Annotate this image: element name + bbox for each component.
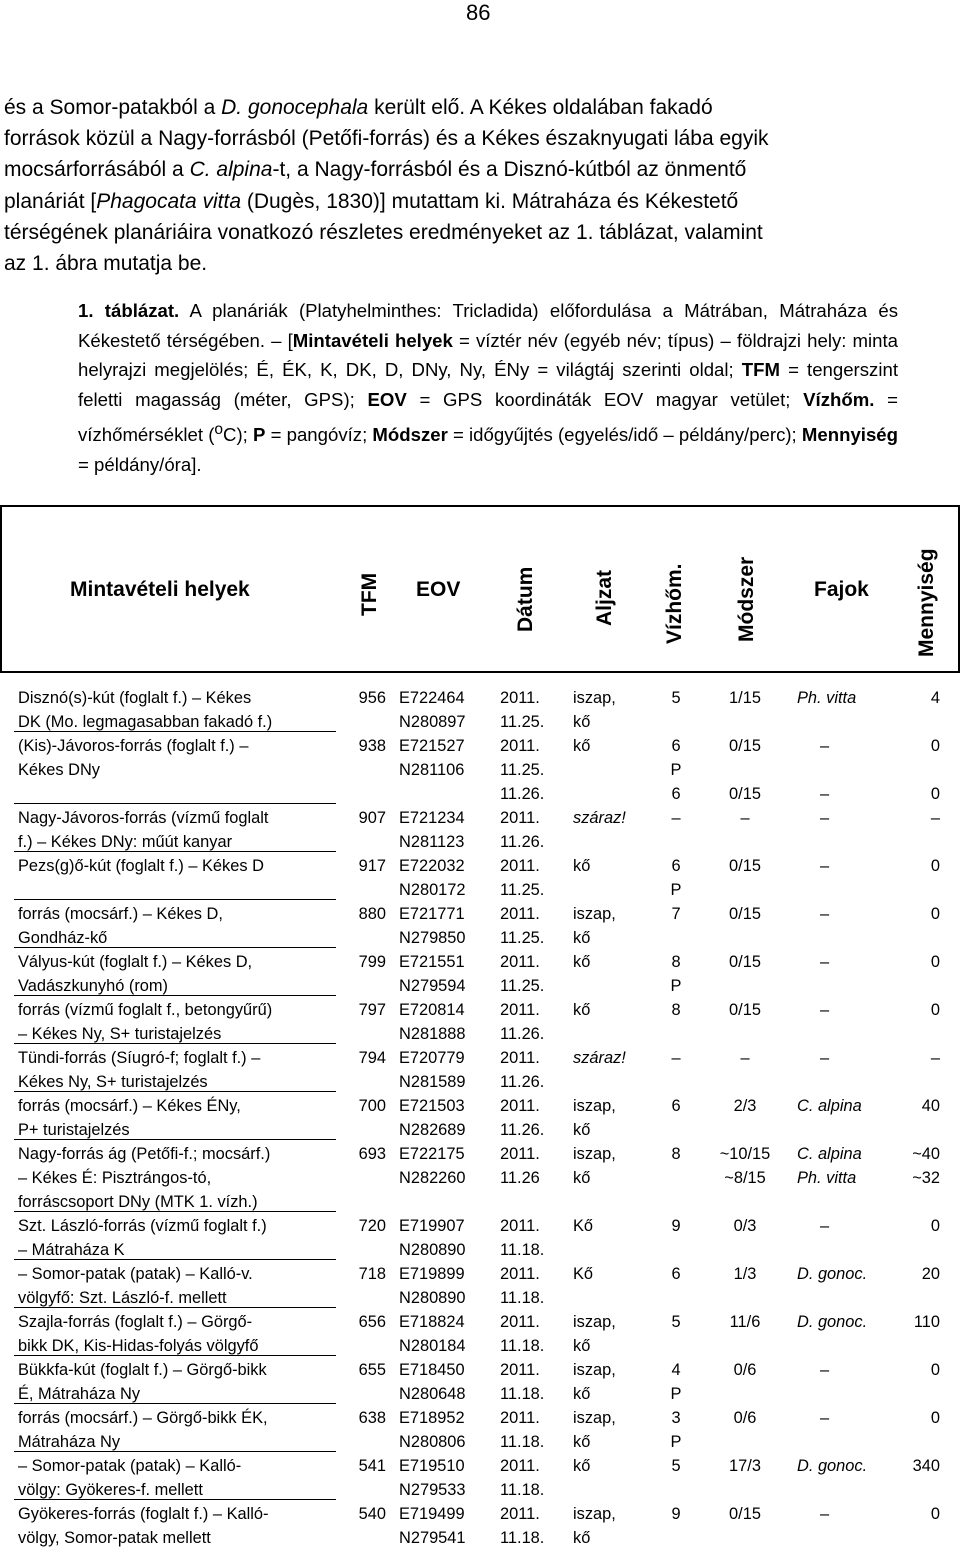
row-separator bbox=[14, 1355, 336, 1356]
place-cell: P+ turistajelzés bbox=[18, 1121, 130, 1139]
place-cell: – Mátraháza K bbox=[18, 1241, 125, 1259]
place-cell: Nagy-Jávoros-forrás (vízmű foglalt bbox=[18, 809, 269, 827]
tfm-cell: 907 bbox=[358, 809, 386, 827]
substrate-cell: iszap, bbox=[573, 1313, 616, 1331]
place-cell: Tündi-forrás (Síugró-f; foglalt f.) – bbox=[18, 1049, 261, 1067]
place-cell: f.) – Kékes DNy: műút kanyar bbox=[18, 833, 233, 851]
eov-cell: E721771 bbox=[399, 905, 465, 923]
tfm-cell: 540 bbox=[358, 1505, 386, 1523]
place-cell: völgy: Gyökeres-f. mellett bbox=[18, 1481, 203, 1499]
place-cell: völgy, Somor-patak mellett bbox=[18, 1529, 211, 1547]
temp-cell: 9 bbox=[671, 1217, 681, 1235]
header-method: Módszer bbox=[735, 556, 758, 642]
table-top-border bbox=[0, 505, 960, 507]
eov-cell: N280890 bbox=[399, 1289, 466, 1307]
date-cell: 11.25. bbox=[500, 881, 545, 899]
temp-cell: 3 bbox=[671, 1409, 681, 1427]
eov-cell: E722175 bbox=[399, 1145, 465, 1163]
eov-cell: N280172 bbox=[399, 881, 466, 899]
row-separator bbox=[14, 995, 336, 996]
substrate-cell: kő bbox=[573, 1121, 591, 1139]
method-cell: 11/6 bbox=[729, 1313, 761, 1331]
date-cell: 2011. bbox=[500, 953, 540, 971]
qty-cell: 0 bbox=[930, 857, 940, 875]
eov-cell: N281106 bbox=[399, 761, 465, 779]
place-cell: Gondház-kő bbox=[18, 929, 108, 947]
table-left-border bbox=[0, 505, 2, 673]
row-separator bbox=[14, 1451, 336, 1452]
method-cell: 0/15 bbox=[729, 1505, 761, 1523]
method-cell: 0/15 bbox=[729, 905, 761, 923]
eov-cell: E721551 bbox=[399, 953, 465, 971]
paragraph-line-3: mocsárforrásából a C. alpina-t, a Nagy-forrásból és a Disznó-kútból az önmentő bbox=[4, 158, 747, 182]
date-cell: 2011. bbox=[500, 1313, 540, 1331]
qty-cell: 4 bbox=[930, 689, 940, 707]
place-cell: Szajla-forrás (foglalt f.) – Görgő- bbox=[18, 1313, 253, 1331]
place-cell: Mátraháza Ny bbox=[18, 1433, 121, 1451]
eov-cell: N282689 bbox=[399, 1121, 466, 1139]
method-cell: 0/15 bbox=[729, 857, 761, 875]
place-cell: forrás (mocsárf.) – Kékes D, bbox=[18, 905, 223, 923]
temp-cell: P bbox=[670, 761, 682, 779]
method-cell: 0/15 bbox=[729, 953, 761, 971]
qty-cell: 0 bbox=[930, 785, 940, 803]
temp-cell: 6 bbox=[671, 857, 681, 875]
row-separator bbox=[14, 1043, 336, 1044]
date-cell: 2011. bbox=[500, 737, 540, 755]
species-cell: – bbox=[820, 1001, 830, 1019]
place-cell: Vadászkunyhó (rom) bbox=[18, 977, 169, 995]
method-cell: 0/6 bbox=[733, 1361, 757, 1379]
place-cell: völgyfő: Szt. László-f. mellett bbox=[18, 1289, 227, 1307]
eov-cell: N279594 bbox=[399, 977, 466, 995]
header-substrate: Aljzat bbox=[593, 569, 616, 626]
qty-cell: 0 bbox=[930, 953, 940, 971]
header-eov: EOV bbox=[416, 578, 461, 601]
tfm-cell: 956 bbox=[358, 689, 386, 707]
date-cell: 11.25. bbox=[500, 977, 545, 995]
qty-cell: 0 bbox=[930, 1217, 940, 1235]
eov-cell: N279541 bbox=[399, 1529, 466, 1547]
substrate-cell: kő bbox=[573, 857, 591, 875]
header-place: Mintavételi helyek bbox=[70, 578, 250, 601]
table-header-bottom-border bbox=[0, 671, 960, 673]
method-cell: 0/15 bbox=[729, 737, 761, 755]
species-cell: – bbox=[820, 905, 830, 923]
temp-cell: P bbox=[670, 1385, 682, 1403]
row-separator bbox=[14, 947, 336, 948]
date-cell: 11.26. bbox=[500, 1025, 545, 1043]
date-cell: 11.18. bbox=[500, 1385, 545, 1403]
row-separator bbox=[14, 1307, 336, 1308]
method-cell: 1/3 bbox=[733, 1265, 757, 1283]
substrate-cell: kő bbox=[573, 1529, 591, 1547]
date-cell: 11.18. bbox=[500, 1433, 545, 1451]
temp-cell: P bbox=[670, 1433, 682, 1451]
eov-cell: E721527 bbox=[399, 737, 465, 755]
substrate-cell: kő bbox=[573, 737, 591, 755]
date-cell: 11.18. bbox=[500, 1481, 545, 1499]
substrate-cell: kő bbox=[573, 1337, 591, 1355]
species-cell: – bbox=[820, 1409, 830, 1427]
qty-cell: 0 bbox=[930, 905, 940, 923]
eov-cell: N281123 bbox=[399, 833, 465, 851]
eov-cell: N280806 bbox=[399, 1433, 466, 1451]
row-separator bbox=[14, 1139, 336, 1140]
eov-cell: E718450 bbox=[399, 1361, 465, 1379]
place-cell: Kékes Ny, S+ turistajelzés bbox=[18, 1073, 208, 1091]
date-cell: 2011. bbox=[500, 1049, 540, 1067]
place-cell: É, Mátraháza Ny bbox=[18, 1385, 141, 1403]
place-cell: Disznó(s)-kút (foglalt f.) – Kékes bbox=[18, 689, 252, 707]
date-cell: 11.26. bbox=[500, 1121, 545, 1139]
species-cell: – bbox=[820, 809, 830, 827]
row-separator bbox=[14, 1403, 336, 1404]
qty-cell: 20 bbox=[921, 1265, 940, 1283]
temp-cell: P bbox=[670, 881, 682, 899]
tfm-cell: 794 bbox=[358, 1049, 386, 1067]
tfm-cell: 917 bbox=[358, 857, 386, 875]
date-cell: 11.18. bbox=[500, 1337, 545, 1355]
substrate-cell: száraz! bbox=[573, 809, 626, 827]
substrate-cell: iszap, bbox=[573, 689, 616, 707]
substrate-cell: kő bbox=[573, 1001, 591, 1019]
temp-cell: – bbox=[671, 1049, 681, 1067]
temp-cell: 4 bbox=[671, 1361, 681, 1379]
eov-cell: E718952 bbox=[399, 1409, 465, 1427]
method-cell: ~8/15 bbox=[724, 1169, 766, 1187]
temp-cell: 5 bbox=[671, 1313, 681, 1331]
substrate-cell: Kő bbox=[573, 1265, 594, 1283]
substrate-cell: kő bbox=[573, 713, 591, 731]
date-cell: 11.25. bbox=[500, 713, 545, 731]
qty-cell: ~32 bbox=[912, 1169, 940, 1187]
place-cell: Pezs(g)ő-kút (foglalt f.) – Kékes D bbox=[18, 857, 264, 875]
eov-cell: E722464 bbox=[399, 689, 465, 707]
temp-cell: 5 bbox=[671, 689, 681, 707]
qty-cell: – bbox=[930, 809, 940, 827]
substrate-cell: Kő bbox=[573, 1217, 594, 1235]
qty-cell: 0 bbox=[930, 1505, 940, 1523]
eov-cell: E719907 bbox=[399, 1217, 465, 1235]
species-cell: – bbox=[820, 1505, 830, 1523]
eov-cell: E721503 bbox=[399, 1097, 465, 1115]
row-separator bbox=[14, 851, 336, 852]
tfm-cell: 880 bbox=[358, 905, 386, 923]
species-cell: Ph. vitta bbox=[797, 689, 857, 707]
eov-cell: E719499 bbox=[399, 1505, 465, 1523]
species-cell: D. gonoc. bbox=[797, 1313, 868, 1331]
species-cell: – bbox=[820, 785, 830, 803]
temp-cell: 6 bbox=[671, 1265, 681, 1283]
tfm-cell: 718 bbox=[358, 1265, 386, 1283]
species-cell: C. alpina bbox=[797, 1145, 862, 1163]
date-cell: 2011. bbox=[500, 1145, 540, 1163]
species-cell: – bbox=[820, 1361, 830, 1379]
species-cell: – bbox=[820, 1049, 830, 1067]
qty-cell: ~40 bbox=[912, 1145, 940, 1163]
substrate-cell: iszap, bbox=[573, 1145, 616, 1163]
date-cell: 2011. bbox=[500, 857, 540, 875]
date-cell: 2011. bbox=[500, 689, 540, 707]
temp-cell: 6 bbox=[671, 785, 681, 803]
place-cell: – Kékes É: Pisztrángos-tó, bbox=[18, 1169, 212, 1187]
temp-cell: 8 bbox=[671, 1145, 681, 1163]
substrate-cell: száraz! bbox=[573, 1049, 626, 1067]
date-cell: 2011. bbox=[500, 1505, 540, 1523]
date-cell: 2011. bbox=[500, 905, 540, 923]
place-cell: bikk DK, Kis-Hidas-folyás völgyfő bbox=[18, 1337, 259, 1355]
place-cell: forráscsoport DNy (MTK 1. vízh.) bbox=[18, 1193, 258, 1211]
date-cell: 2011. bbox=[500, 1457, 540, 1475]
method-cell: – bbox=[740, 809, 750, 827]
method-cell: 17/3 bbox=[729, 1457, 761, 1475]
tfm-cell: 693 bbox=[358, 1145, 386, 1163]
tfm-cell: 938 bbox=[358, 737, 386, 755]
place-cell: Szt. László-forrás (vízmű foglalt f.) bbox=[18, 1217, 267, 1235]
qty-cell: – bbox=[930, 1049, 940, 1067]
date-cell: 11.18. bbox=[500, 1529, 545, 1547]
row-separator bbox=[14, 1091, 336, 1092]
method-cell: 0/3 bbox=[733, 1217, 757, 1235]
eov-cell: N279850 bbox=[399, 929, 466, 947]
eov-cell: E720814 bbox=[399, 1001, 465, 1019]
eov-cell: N281888 bbox=[399, 1025, 466, 1043]
place-cell: forrás (mocsárf.) – Kékes ÉNy, bbox=[18, 1097, 241, 1115]
date-cell: 11.26 bbox=[500, 1169, 540, 1187]
eov-cell: N279533 bbox=[399, 1481, 466, 1499]
row-separator bbox=[14, 899, 336, 900]
substrate-cell: kő bbox=[573, 1457, 591, 1475]
eov-cell: E718824 bbox=[399, 1313, 465, 1331]
place-cell: Gyökeres-forrás (foglalt f.) – Kalló- bbox=[18, 1505, 269, 1523]
date-cell: 2011. bbox=[500, 1265, 540, 1283]
row-separator bbox=[14, 1499, 336, 1500]
eov-cell: E719899 bbox=[399, 1265, 465, 1283]
paragraph-line-6: az 1. ábra mutatja be. bbox=[4, 252, 208, 276]
body-paragraph bbox=[4, 92, 954, 279]
substrate-cell: kő bbox=[573, 1169, 591, 1187]
row-separator bbox=[14, 803, 336, 804]
species-cell: C. alpina bbox=[797, 1097, 862, 1115]
place-cell: Bükkfa-kút (foglalt f.) – Görgő-bikk bbox=[18, 1361, 267, 1379]
species-cell: – bbox=[820, 857, 830, 875]
place-cell: Nagy-forrás ág (Petőfi-f.; mocsárf.) bbox=[18, 1145, 271, 1163]
tfm-cell: 797 bbox=[358, 1001, 386, 1019]
place-cell: forrás (vízmű foglalt f., betongyűrű) bbox=[18, 1001, 273, 1019]
substrate-cell: kő bbox=[573, 929, 591, 947]
eov-cell: E722032 bbox=[399, 857, 465, 875]
temp-cell: 6 bbox=[671, 1097, 681, 1115]
tfm-cell: 656 bbox=[358, 1313, 386, 1331]
eov-cell: E719510 bbox=[399, 1457, 465, 1475]
eov-cell: N281589 bbox=[399, 1073, 466, 1091]
species-cell: D. gonoc. bbox=[797, 1265, 868, 1283]
species-cell: – bbox=[820, 1217, 830, 1235]
eov-cell: E720779 bbox=[399, 1049, 465, 1067]
eov-cell: N280890 bbox=[399, 1241, 466, 1259]
header-species: Fajok bbox=[814, 578, 869, 601]
substrate-cell: iszap, bbox=[573, 1361, 616, 1379]
date-cell: 2011. bbox=[500, 809, 540, 827]
qty-cell: 0 bbox=[930, 1361, 940, 1379]
temp-cell: 8 bbox=[671, 1001, 681, 1019]
tfm-cell: 799 bbox=[358, 953, 386, 971]
page-number: 86 bbox=[466, 0, 491, 25]
place-cell: Kékes DNy bbox=[18, 761, 100, 779]
tfm-cell: 720 bbox=[358, 1217, 386, 1235]
temp-cell: 5 bbox=[671, 1457, 681, 1475]
date-cell: 11.25. bbox=[500, 929, 545, 947]
header-date: Dátum bbox=[514, 566, 537, 632]
tfm-cell: 700 bbox=[358, 1097, 386, 1115]
place-cell: Vályus-kút (foglalt f.) – Kékes D, bbox=[18, 953, 253, 971]
paragraph-line-5: térségének planáriáira vonatkozó részletes eredményeket az 1. táblázat, valamint bbox=[4, 220, 763, 244]
paragraph-line-1: és a Somor-patakból a D. gonocephala került elő. A Kékes oldalában fakadó bbox=[4, 96, 713, 119]
substrate-cell: iszap, bbox=[573, 1505, 616, 1523]
substrate-cell: kő bbox=[573, 1433, 591, 1451]
substrate-cell: kő bbox=[573, 1385, 591, 1403]
qty-cell: 340 bbox=[912, 1457, 940, 1475]
date-cell: 11.26. bbox=[500, 833, 545, 851]
method-cell: ~10/15 bbox=[719, 1145, 771, 1163]
table-caption: 1. táblázat. A planáriák (Platyhelminthes: Tricladida) előfordulása a Mátrában, Mátraháza és Kékestető térségében. – [Mintavételi helyek = víztér név (egyéb név; típus) – földrajzi hely: minta helyrajzi megjelölés; É, ÉK, K, DK, D, DNy, Ny, ÉNy = világtáj szerinti oldal; TFM = tengerszint feletti magasság (méter, GPS); EOV = GPS koordináták EOV magyar vetület; Vízhőm. = vízhőmérséklet ($^o$C); P = pangóvíz; Módszer = időgyűjtés (egyelés/idő – példány/perc); Mennyiség = példány/óra]. bbox=[78, 300, 898, 475]
method-cell: – bbox=[740, 1049, 750, 1067]
tfm-cell: 655 bbox=[358, 1361, 386, 1379]
qty-cell: 0 bbox=[930, 1001, 940, 1019]
species-cell: Ph. vitta bbox=[797, 1169, 857, 1187]
method-cell: 1/15 bbox=[729, 689, 761, 707]
qty-cell: 0 bbox=[930, 1409, 940, 1427]
species-cell: – bbox=[820, 737, 830, 755]
date-cell: 11.26. bbox=[500, 1073, 545, 1091]
qty-cell: 0 bbox=[930, 737, 940, 755]
date-cell: 2011. bbox=[500, 1409, 540, 1427]
row-separator bbox=[14, 1259, 336, 1260]
qty-cell: 110 bbox=[913, 1313, 940, 1331]
temp-cell: P bbox=[670, 977, 682, 995]
species-cell: D. gonoc. bbox=[797, 1457, 868, 1475]
date-cell: 11.18. bbox=[500, 1241, 545, 1259]
tfm-cell: 541 bbox=[358, 1457, 386, 1475]
substrate-cell: iszap, bbox=[573, 1409, 616, 1427]
temp-cell: 7 bbox=[671, 905, 681, 923]
method-cell: 0/15 bbox=[729, 785, 761, 803]
qty-cell: 40 bbox=[921, 1097, 940, 1115]
header-tfm: TFM bbox=[358, 572, 381, 616]
temp-cell: 8 bbox=[671, 953, 681, 971]
date-cell: 2011. bbox=[500, 1097, 540, 1115]
place-cell: forrás (mocsárf.) – Görgő-bikk ÉK, bbox=[18, 1409, 268, 1427]
temp-cell: – bbox=[671, 809, 681, 827]
temp-cell: 6 bbox=[671, 737, 681, 755]
temp-cell: 9 bbox=[671, 1505, 681, 1523]
eov-cell: E721234 bbox=[399, 809, 465, 827]
method-cell: 0/15 bbox=[729, 1001, 761, 1019]
place-cell: – Somor-patak (patak) – Kalló-v. bbox=[18, 1265, 253, 1283]
date-cell: 11.26. bbox=[500, 785, 545, 803]
row-separator bbox=[14, 1211, 336, 1212]
place-cell: – Kékes Ny, S+ turistajelzés bbox=[18, 1025, 222, 1043]
method-cell: 0/6 bbox=[733, 1409, 757, 1427]
place-cell: DK (Mo. legmagasabban fakadó f.) bbox=[18, 713, 273, 731]
place-cell: (Kis)-Jávoros-forrás (foglalt f.) – bbox=[18, 737, 249, 755]
header-qty: Mennyiség bbox=[915, 548, 938, 657]
paragraph-line-4: planáriát [Phagocata vitta (Dugès, 1830)] mutattam ki. Mátraháza és Kékestető bbox=[4, 189, 739, 213]
date-cell: 2011. bbox=[500, 1001, 540, 1019]
date-cell: 11.18. bbox=[500, 1289, 545, 1307]
eov-cell: N280648 bbox=[399, 1385, 466, 1403]
eov-cell: N280897 bbox=[399, 713, 466, 731]
substrate-cell: kő bbox=[573, 953, 591, 971]
tfm-cell: 638 bbox=[358, 1409, 386, 1427]
method-cell: 2/3 bbox=[733, 1097, 757, 1115]
header-temp: Vízhőm. bbox=[663, 563, 686, 644]
date-cell: 2011. bbox=[500, 1217, 540, 1235]
substrate-cell: iszap, bbox=[573, 905, 616, 923]
eov-cell: N282260 bbox=[399, 1169, 466, 1187]
substrate-cell: iszap, bbox=[573, 1097, 616, 1115]
species-cell: – bbox=[820, 953, 830, 971]
date-cell: 2011. bbox=[500, 1361, 540, 1379]
paragraph-line-2: források közül a Nagy-forrásból (Petőfi-forrás) és a Kékes északnyugati lába egyik bbox=[4, 127, 769, 151]
eov-cell: N280184 bbox=[399, 1337, 466, 1355]
row-separator bbox=[14, 731, 336, 732]
place-cell: – Somor-patak (patak) – Kalló- bbox=[18, 1457, 242, 1475]
date-cell: 11.25. bbox=[500, 761, 545, 779]
